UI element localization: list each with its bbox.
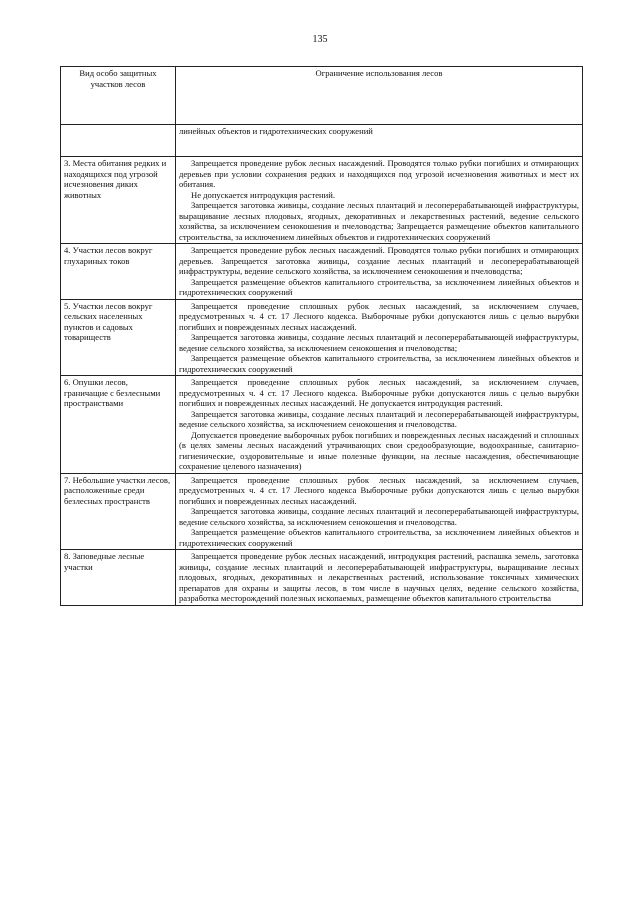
table-header-row (61, 67, 583, 125)
row-category: 3. Места обитания редких и находящихся под угрозой исчезновения диких животных (61, 157, 176, 244)
restriction-paragraph: Запрещается размещение объектов капитального строительства, за исключением линейных объектов и гидротехнических сооружений (179, 353, 579, 374)
continuation-row (61, 125, 583, 157)
restriction-paragraph: Запрещается заготовка живицы, создание лесных плантаций и лесоперерабатывающей инфраструктуры, ведение сельского хозяйства, за исключением сенокошения и пчеловодства. (179, 506, 579, 527)
table-row (61, 550, 583, 606)
row-restrictions (176, 157, 583, 244)
row-category: 8. Заповедные лесные участки (61, 550, 176, 606)
restriction-paragraph: Запрещается проведение сплошных рубок лесных насаждений, за исключением случаев, предусмотренных ч. 4 ст. 17 Лесного кодекса. Выборочные рубки допускаются лишь с целью вырубки погибших и поврежденных лесных насаждений. (179, 300, 579, 332)
restriction-paragraph: Запрещается заготовка живицы, создание лесных плантаций и лесоперерабатывающей инфраструктуры, ведение сельского хозяйства, за исключением сенокошения и пчеловодства. (179, 408, 579, 429)
row-category: 5. Участки лесов вокруг сельских населенных пунктов и садовых товариществ (61, 299, 176, 376)
table-row (61, 299, 583, 376)
row-category: 6. Опушки лесов, граничащие с безлесными пространствами (61, 376, 176, 474)
row-restrictions (176, 299, 583, 376)
restriction-paragraph: Запрещается проведение сплошных рубок лесных насаждений, за исключением случаев, предусмотренных ч. 4 ст. 17 Лесного кодекса. Выборочные рубки допускаются лишь с целью вырубки погибших и поврежденных лесных насаждений. Не допускается интродукция растений. (179, 377, 579, 408)
restriction-paragraph: Запрещается размещение объектов капитального строительства, за исключением линейных объектов и гидротехнических сооружений (179, 527, 579, 548)
restriction-paragraph: Запрещается заготовка живицы, создание лесных плантаций и лесоперерабатывающей инфраструктуры, ведение сельского хозяйства, за исключением сенокошения и пчеловодства; (179, 332, 579, 353)
header-category: Вид особо защитных участков лесов (61, 67, 176, 125)
table-row (61, 473, 583, 550)
restriction-paragraph: Допускается проведение выборочных рубок погибших и поврежденных лесных насаждений и сплошных (в целях замены лесных насаждений утрачивающих свои средообразующие, водоохранные, санитарно-гигиенические, оздоровительные и иные полезные функции, на лесные насаждения, обеспечивающие сохранение целевого назначения) (179, 429, 579, 471)
restriction-paragraph: Запрещается проведение рубок лесных насаждений. Проводятся только рубки погибших и отмирающих деревьев. Запрещается заготовка живицы, создание лесных плантаций и лесоперерабатывающей инфраструктуры, ведение сельского хозяйства, за исключением сенокошения и пчеловодства; (179, 245, 579, 276)
page-number: 135 (312, 34, 328, 45)
row-restrictions (176, 244, 583, 300)
restriction-paragraph: Запрещается заготовка живицы, создание лесных плантаций и лесоперерабатывающей инфраструктуры, выращивание лесных плодовых, ягодных, декоративных и лекарственных растений, ведение сельского хозяйства, за исключением сенокошения и пчеловодства; Запрещается размещение объектов капитального строительства, за исключением линейных объектов и гидротехнических сооружений (179, 200, 579, 242)
row-restrictions (176, 473, 583, 550)
restriction-paragraph: Запрещается размещение объектов капитального строительства, за исключением линейных объектов и гидротехнических сооружений (179, 276, 579, 297)
row-category: 4. Участки лесов вокруг глухариных токов (61, 244, 176, 300)
row-restrictions (176, 550, 583, 606)
restriction-paragraph: Запрещается проведение сплошных рубок лесных насаждений, за исключением случаев, предусмотренных ч. 4 ст. 17 Лесного кодекса Выборочные рубки допускаются лишь с целью вырубки погибших и поврежденных лесных насаждений. (179, 474, 579, 506)
row-restrictions (176, 376, 583, 474)
header-restriction: Ограничение использования лесов (176, 67, 583, 125)
row-category: 7. Небольшие участки лесов, расположенные среди безлесных пространств (61, 473, 176, 550)
table-row (61, 376, 583, 474)
continuation-category-cell (61, 125, 176, 157)
forest-restrictions-table (60, 66, 583, 606)
restriction-paragraph: Запрещается проведение рубок лесных насаждений. Проводятся только рубки погибших и отмирающих деревьев при условии сохранения редких и находящихся под угрозой исчезновения животных и мест их обитания. (179, 158, 579, 189)
table-row (61, 157, 583, 244)
restriction-paragraph: Не допускается интродукция растений. (191, 189, 335, 200)
table-row (61, 244, 583, 300)
restriction-paragraph: Запрещается проведение рубок лесных насаждений, интродукция растений, распашка земель, заготовка живицы, создание лесных плантаций и лесоперерабатывающей инфраструктуры, выращивание лесных плодовых, ягодных, декоративных и лекарственных растений, использование токсичных химических препаратов для охраны и защиты лесов, в том числе в научных целях, ведение сельского хозяйства, разработка месторождений полезных ископаемых, размещение объектов капитального строительства (179, 551, 579, 603)
continuation-text: линейных объектов и гидротехнических сооружений (176, 125, 583, 157)
